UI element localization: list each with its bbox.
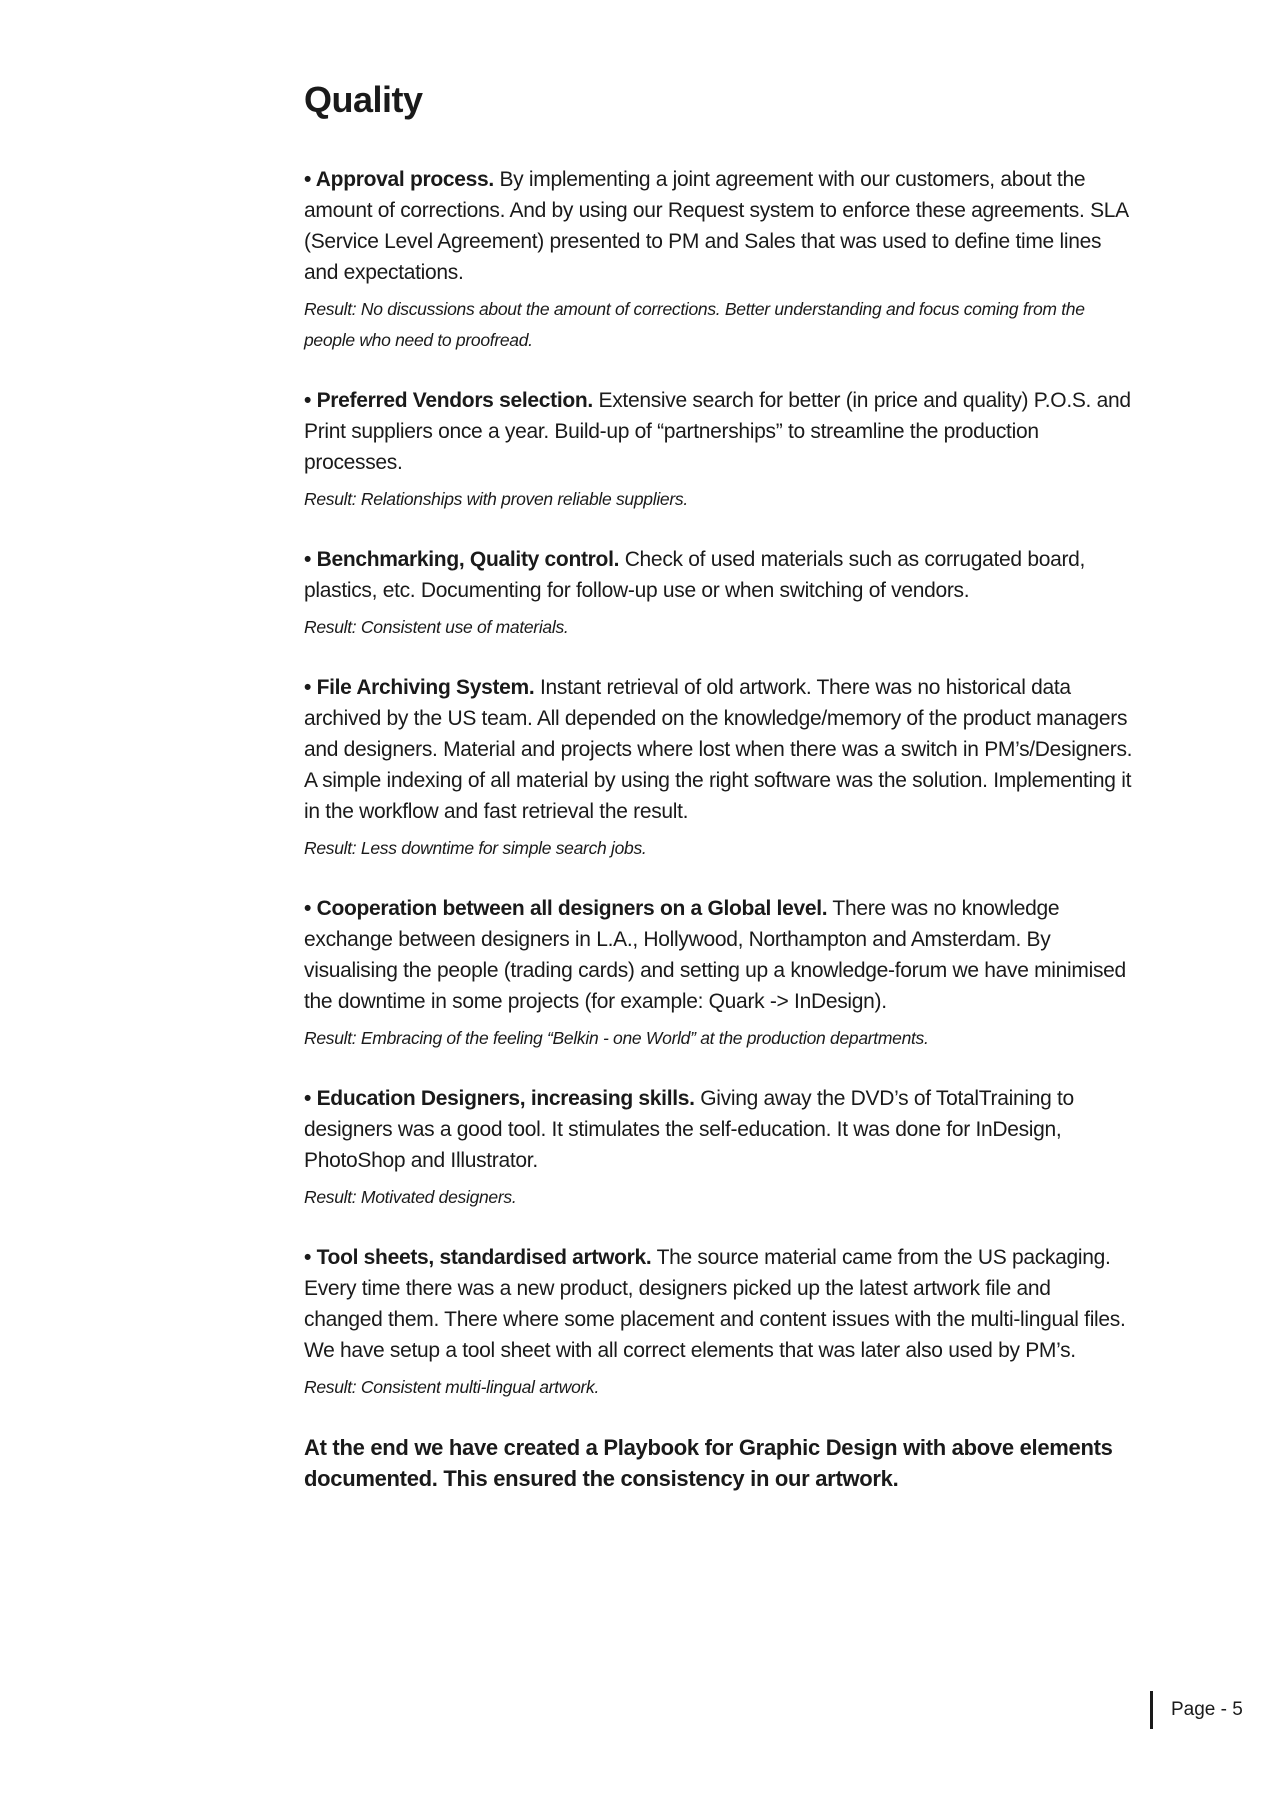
item-body (304, 1083, 1134, 1176)
item-heading: • Benchmarking, Quality control. (304, 548, 620, 571)
item-file-archiving (304, 672, 1134, 864)
item-heading: • Education Designers, increasing skills. (304, 1087, 695, 1110)
item-result: Result: Relationships with proven reliable suppliers. (304, 489, 688, 509)
item-text: There was no knowledge exchange between designers in L.A., Hollywood, Northampton and Amsterdam. By visualising the people (trading cards) and setting up a knowledge-forum we have minimised the downtime in some projects (for example: Quark -> InDesign). (304, 897, 1126, 1013)
item-heading: • File Archiving System. (304, 676, 535, 699)
item-body (304, 164, 1134, 288)
item-cooperation (304, 893, 1134, 1054)
item-text: Instant retrieval of old artwork. There was no historical data archived by the US team. All depended on the knowledge/memory of the product managers and designers. Material and projects where lost when there was a switch in PM’s/Designers. A simple indexing of all material by using the right software was the solution. Implementing it in the workflow and fast retrieval the result. (304, 676, 1133, 823)
page-title: Quality (304, 79, 423, 120)
item-text: Extensive search for better (in price and quality) P.O.S. and Print suppliers once a year. Build-up of “partnerships” to streamline the production processes. (304, 389, 1131, 474)
item-heading: • Approval process. (304, 168, 494, 191)
page-footer (1150, 1690, 1243, 1730)
item-result: Result: Embracing of the feeling “Belkin - one World” at the production departments. (304, 1028, 929, 1048)
item-body (304, 672, 1134, 827)
item-result: Result: No discussions about the amount of corrections. Better understanding and focus coming from the people who need to proofread. (304, 299, 1085, 350)
item-text: The source material came from the US packaging. Every time there was a new product, designers picked up the latest artwork file and changed them. There where some placement and content issues with the multi-lingual files. We have setup a tool sheet with all correct elements that was later also used by PM’s. (304, 1246, 1126, 1362)
item-body (304, 1242, 1134, 1366)
item-benchmarking (304, 544, 1134, 643)
item-body (304, 544, 1134, 606)
item-result: Result: Consistent multi-lingual artwork. (304, 1377, 600, 1397)
item-tool-sheets (304, 1242, 1134, 1403)
item-preferred-vendors (304, 385, 1134, 515)
item-heading: • Preferred Vendors selection. (304, 389, 593, 412)
document-content (304, 78, 1134, 1494)
item-result: Result: Consistent use of materials. (304, 617, 569, 637)
item-heading: • Cooperation between all designers on a Global level. (304, 897, 828, 920)
item-education (304, 1083, 1134, 1213)
page-number: Page - 5 (1171, 1699, 1243, 1720)
item-heading: • Tool sheets, standardised artwork. (304, 1246, 652, 1269)
conclusion: At the end we have created a Playbook for Graphic Design with above elements documented. This ensured the consistency in our artwork. (304, 1435, 1113, 1491)
footer-divider (1150, 1691, 1153, 1729)
item-text: By implementing a joint agreement with our customers, about the amount of corrections. And by using our Request system to enforce these agreements. SLA (Service Level Agreement) presented to PM and Sales that was used to define time lines and expectations. (304, 168, 1128, 284)
item-result: Result: Less downtime for simple search jobs. (304, 838, 647, 858)
item-text: Check of used materials such as corrugated board, plastics, etc. Documenting for follow-up use or when switching of vendors. (304, 548, 1086, 602)
item-body (304, 385, 1134, 478)
item-approval-process (304, 164, 1134, 356)
item-text: Giving away the DVD’s of TotalTraining to designers was a good tool. It stimulates the self-education. It was done for InDesign, PhotoShop and Illustrator. (304, 1087, 1074, 1172)
item-result: Result: Motivated designers. (304, 1187, 517, 1207)
item-body (304, 893, 1134, 1017)
